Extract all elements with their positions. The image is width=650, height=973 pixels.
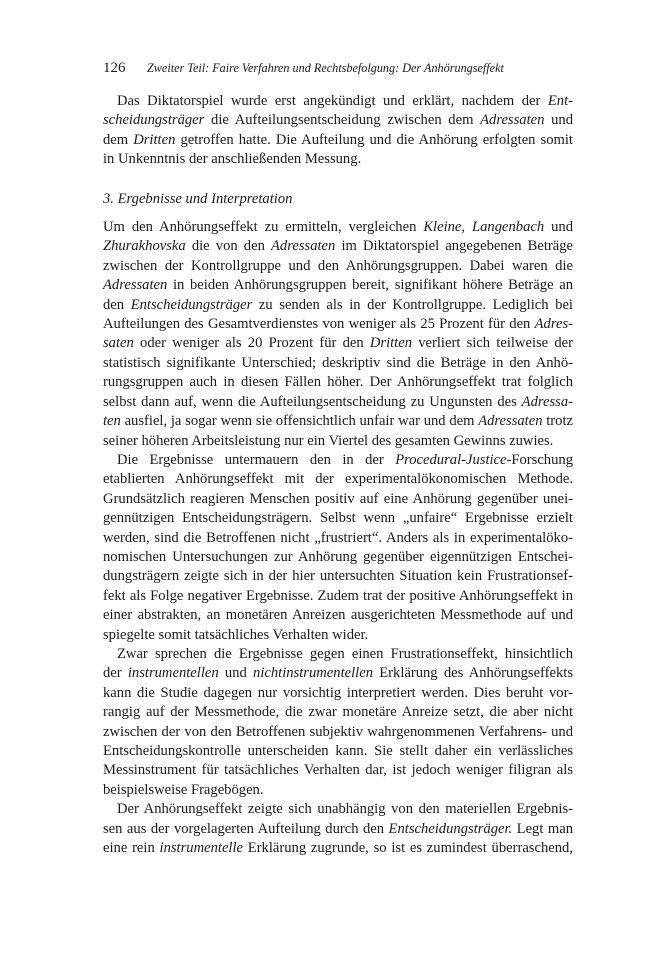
paragraph [103, 645, 573, 800]
section-heading: 3. Ergebnisse und Interpretation [103, 190, 293, 207]
text-line: sen aus der vorgelagerten Aufteilung durch den Entscheidungsträger. Legt man [103, 820, 574, 837]
text-line: Der Anhörungseffekt zeigte sich unabhängig von den materiellen Ergebnis- [117, 801, 573, 818]
text-line: Aufteilungen des Gesamtverdienstes von weniger als 25 Prozent für den Adres- [103, 316, 573, 333]
emphasis: ten [103, 413, 121, 430]
text-line: seiner höheren Arbeitsleistung nur ein Viertel des gesamten Gewinns zuwies. [103, 432, 554, 449]
text-line: Zhurakhovska die von den Adressaten im Diktatorspiel angegebenen Beträge [103, 238, 573, 255]
text-line: rungsgruppen auch in diesen Fällen höher. Der Anhörungseffekt trat folglich [103, 374, 573, 391]
emphasis: Langenbach [472, 219, 545, 236]
text-line: zwischen der von den Betroffenen subjektiv wahrgenommenen Verfahrens- und [103, 723, 573, 740]
text-line: den Entscheidungsträger zu senden als in der Kontrollgruppe. Lediglich bei [103, 296, 573, 313]
page-header [103, 60, 573, 82]
emphasis: Adressaten [478, 413, 543, 430]
paragraph [103, 92, 573, 170]
page-number: 126 [103, 60, 126, 76]
emphasis: Adressa- [521, 393, 573, 410]
emphasis: Ent- [547, 93, 573, 109]
text-line: nomischen Untersuchungen zur Anhörung gegenüber eigennützigen Entschei- [103, 548, 573, 565]
emphasis: Dritten [369, 335, 413, 352]
paragraph [103, 800, 573, 858]
text-line: Adressaten in beiden Anhörungsgruppen bereit, signifikant höhere Beträge an [103, 277, 573, 294]
book-page [103, 60, 573, 858]
text-line: scheidungsträger die Aufteilungsentscheidung zwischen dem Adressaten und [103, 112, 573, 129]
body-text [103, 92, 573, 858]
text-line: Die Ergebnisse untermauern den in der Procedural-Justice-Forschung [117, 451, 573, 468]
text-line: dem Dritten getroffen hatte. Die Aufteilung und die Anhörung erfolgten somit [103, 131, 573, 148]
text-line: eine rein instrumentelle Erklärung zugrunde, so ist es zumindest überraschend, [103, 840, 573, 857]
paragraph [103, 451, 573, 645]
text-line: in Unkenntnis der anschließenden Messung. [103, 151, 362, 168]
emphasis: Adressaten [480, 112, 545, 129]
text-line: ten ausfiel, ja sogar wenn sie offensichtlich unfair war und dem Adressaten trotz [103, 413, 573, 430]
emphasis: instrumentelle [159, 840, 244, 857]
text-line: rangig auf der Messmethode, die zwar monetäre Anreize setzt, die aber nicht [103, 704, 573, 721]
emphasis: scheidungsträger [103, 112, 205, 129]
text-line: spiegelte somit tatsächliches Verhalten wider. [103, 626, 369, 643]
text-line: statistisch signifikante Unterschied; deskriptiv sind die Beträge in den Anhö- [103, 354, 573, 371]
emphasis: Adres- [534, 316, 573, 333]
text-line: zwischen der Kontrollgruppe und den Anhörungsgruppen. Dabei waren die [103, 257, 573, 274]
emphasis: Procedural-Justice [395, 451, 507, 468]
emphasis: instrumentellen [127, 665, 219, 682]
emphasis: Entscheidungsträger. [388, 820, 513, 837]
emphasis: Adressaten [271, 238, 336, 255]
text-line: werden, sind die Betroffenen nicht „frustriert“. Anders als in experimentalöko- [103, 529, 573, 546]
text-line: Um den Anhörungseffekt zu ermitteln, vergleichen Kleine, Langenbach und [103, 219, 573, 236]
text-line: gennützigen Entscheidungsträgern. Selbst wenn „unfaire“ Ergebnisse erzielt [103, 510, 573, 527]
text-line: saten oder weniger als 20 Prozent für den Dritten verliert sich teilweise der [103, 335, 573, 352]
text-line: etablierten Anhörungseffekt mit der experimentalökonomischen Methode. [103, 471, 573, 488]
emphasis: Adressaten [103, 277, 168, 294]
text-line: Das Diktatorspiel wurde erst angekündigt und erklärt, nachdem der Ent- [117, 93, 573, 109]
emphasis: saten [103, 335, 134, 352]
text-line: dungsträgern zeigte sich in der hier untersuchten Situation kein Frustrationsef- [103, 568, 573, 585]
running-head: Zweiter Teil: Faire Verfahren und Rechtsbefolgung: Der Anhörungseffekt [147, 61, 504, 75]
emphasis: Dritten [133, 131, 176, 148]
emphasis: nichtinstrumentellen [253, 665, 374, 682]
emphasis: Zhurakhovska [103, 238, 186, 255]
paragraph [103, 218, 573, 451]
text-line: Entscheidungskontrolle unterscheiden kann. Sie stellt daher ein verlässliches [103, 743, 573, 759]
text-line: selbst dann auf, wenn die Aufteilungsentscheidung zu Ungunsten des Adressa- [103, 393, 573, 410]
text-line: Messinstrument für tatsächliches Verhalten dar, ist jedoch weniger filigran als [103, 762, 573, 779]
text-line: der instrumentellen und nichtinstrumentellen Erklärung des Anhörungseffekts [103, 665, 574, 682]
text-line: Zwar sprechen die Ergebnisse gegen einen Frustrationseffekt, hinsichtlich [117, 645, 573, 662]
text-line: Grundsätzlich reagieren Menschen positiv auf eine Anhörung gegenüber unei- [103, 490, 573, 507]
emphasis: Kleine [423, 219, 462, 236]
text-line: kann die Studie dagegen nur vorsichtig interpretiert werden. Dies beruht vor- [103, 684, 573, 701]
text-line: fekt als Folge negativer Ergebnisse. Zudem trat der positive Anhörungseffekt in [103, 587, 573, 604]
emphasis: Entscheidungsträger [130, 296, 253, 313]
text-line: einer abstrakten, an monetären Anreizen ausgerichteten Messmethode auf und [103, 607, 573, 624]
text-line: beispielsweise Fragebögen. [103, 781, 264, 798]
